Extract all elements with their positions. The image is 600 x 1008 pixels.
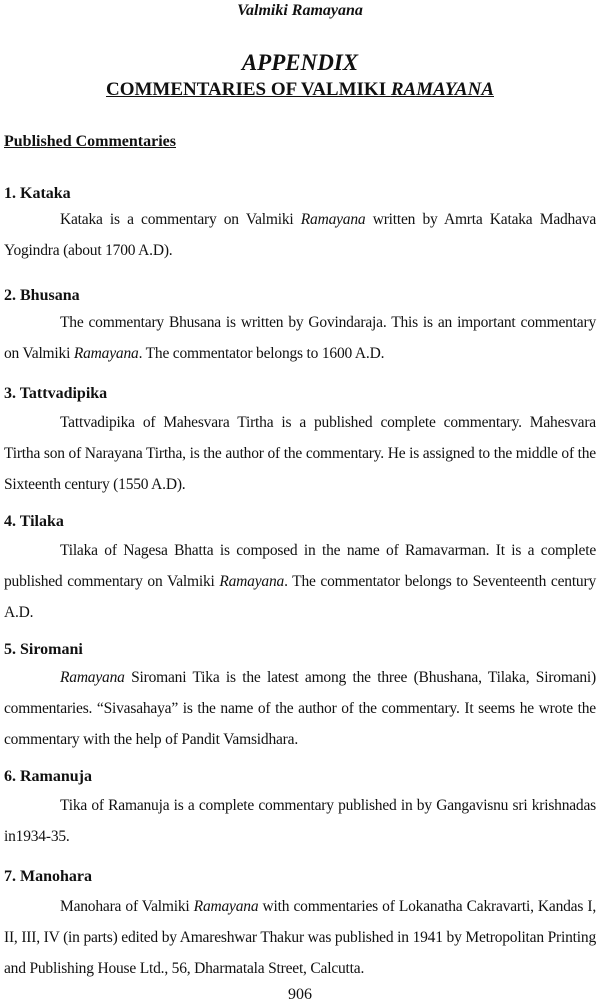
entry-heading: 1. Kataka (4, 185, 71, 202)
entry-text-segment: written by Amrta Kataka Madhava Yogindra (about 1700 A.D). (4, 211, 597, 259)
main-title-text (106, 79, 494, 100)
appendix-title: APPENDIX (241, 50, 359, 75)
entry-text-italic: Ramayana (73, 345, 139, 362)
entry-heading: 4. Tilaka (4, 513, 64, 530)
main-title-part2: RAMAYANA (390, 79, 494, 100)
entry-text-segment: Siromani Tika is the latest among the three (Bhushana, Tilaka, Siromani) commentaries. “Sivasahaya” is the name of the author of the commentary. It seems he wrote the commentary with the help of Pandit Vamsidhara. (4, 669, 596, 748)
entry-text-segment: Manohara of Valmiki (60, 898, 194, 915)
entry-heading: 3. Tattvadipika (4, 385, 108, 402)
section-title: Published Commentaries (4, 133, 176, 150)
main-title (0, 79, 600, 101)
entry-text (4, 891, 596, 984)
entry-heading: 7. Manohara (4, 868, 92, 885)
entry-text-italic: Ramayana (300, 211, 366, 228)
entry-text-segment: . The commentator belongs to Seventeenth century A.D. (4, 573, 596, 621)
entry-heading: 2. Bhusana (4, 287, 80, 304)
entry-text-italic: Ramayana (60, 669, 125, 686)
entry-text-italic: Ramayana (193, 898, 259, 915)
entry-text (4, 662, 596, 755)
entry-text-segment: Kataka is a commentary on Valmiki (60, 211, 301, 228)
entry-text-segment: Tattvadipika of Mahesvara Tirtha is a published complete commentary. Mahesvara Tirtha son of Narayana Tirtha, is the author of the commentary. He is assigned to the middle of the Sixteenth century (1550 A.D). (4, 414, 596, 493)
entry-text (4, 790, 596, 852)
running-header: Valmiki Ramayana (237, 2, 363, 19)
entry-text-segment: Tika of Ramanuja is a complete commentary published in by Gangavisnu sri krishnadas in1934-35. (4, 797, 596, 845)
entry-text-segment: The commentary Bhusana is written by Govindaraja. This is an important commentary on Valmiki (4, 314, 596, 362)
entry-text (4, 307, 596, 369)
entry-text (4, 407, 596, 500)
entry-heading: 6. Ramanuja (4, 768, 93, 785)
page-number: 906 (288, 986, 312, 1003)
entry-text (4, 204, 596, 266)
main-title-part1: COMMENTARIES OF VALMIKI (106, 79, 391, 100)
entry-text-segment: with commentaries of Lokanatha Cakravarti, Kandas I, II, III, IV (in parts) edited by Amareshwar Thakur was published in 1941 by Metropolitan Printing and Publishing House Ltd., 56, Dharmatala Street, Calcutta. (4, 898, 597, 977)
entry-text-segment: Tilaka of Nagesa Bhatta is composed in the name of Ramavarman. It is a complete published commentary on Valmiki (4, 542, 596, 590)
entry-text-italic: Ramayana (219, 573, 285, 590)
entry-text (4, 535, 596, 628)
entry-heading: 5. Siromani (4, 641, 83, 658)
entry-text-segment: . The commentator belongs to 1600 A.D. (138, 345, 385, 362)
